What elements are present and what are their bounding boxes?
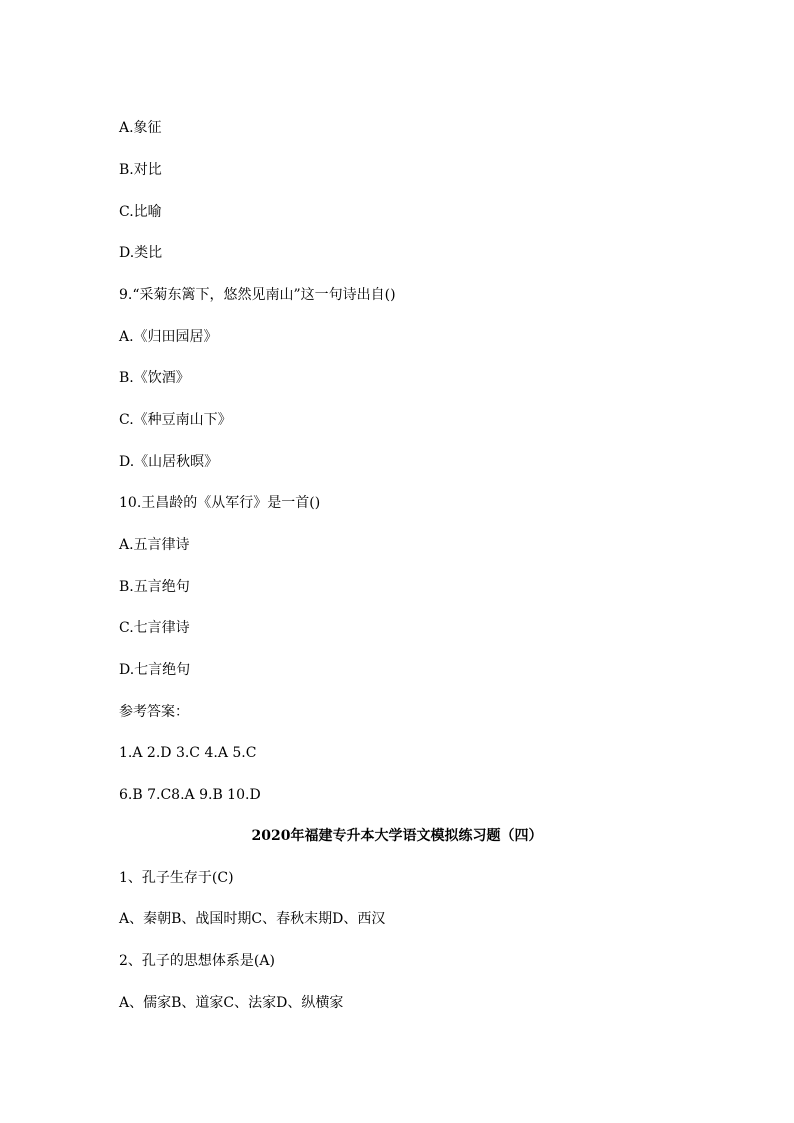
question-2: 2、孔子的思想体系是(A) xyxy=(119,953,275,969)
q10-option-b: B.五言绝句 xyxy=(119,579,190,595)
option-c-metaphor: C.比喻 xyxy=(119,204,162,220)
option-b-contrast: B.对比 xyxy=(119,162,162,178)
q9-option-b: B.《饮酒》 xyxy=(119,370,190,386)
answer-key-row-1: 1.A 2.D 3.C 4.A 5.C xyxy=(119,745,257,761)
answer-key-label: 参考答案： xyxy=(119,704,189,720)
question-1: 1、孔子生存于(C) xyxy=(119,870,234,886)
q10-option-a: A.五言律诗 xyxy=(119,537,190,553)
question-9: 9.“采菊东篱下，悠然见南山”这一句诗出自() xyxy=(119,287,396,303)
option-d-analogy: D.类比 xyxy=(119,245,163,261)
q1-options: A、秦朝B、战国时期C、春秋末期D、西汉 xyxy=(119,911,386,927)
q9-option-d: D.《山居秋暝》 xyxy=(119,454,219,470)
section-title: 2020年福建专升本大学语文模拟练习题（四） xyxy=(251,828,543,844)
q10-option-c: C.七言律诗 xyxy=(119,620,190,636)
q10-option-d: D.七言绝句 xyxy=(119,662,191,678)
q9-option-c: C.《种豆南山下》 xyxy=(119,412,232,428)
q2-options: A、儒家B、道家C、法家D、纵横家 xyxy=(119,995,344,1011)
answer-key-row-2: 6.B 7.C8.A 9.B 10.D xyxy=(119,787,261,803)
q9-option-a: A.《归田园居》 xyxy=(119,329,218,345)
option-a-symbolism: A.象征 xyxy=(119,120,162,136)
question-10: 10.王昌龄的《从军行》是一首() xyxy=(119,495,321,511)
